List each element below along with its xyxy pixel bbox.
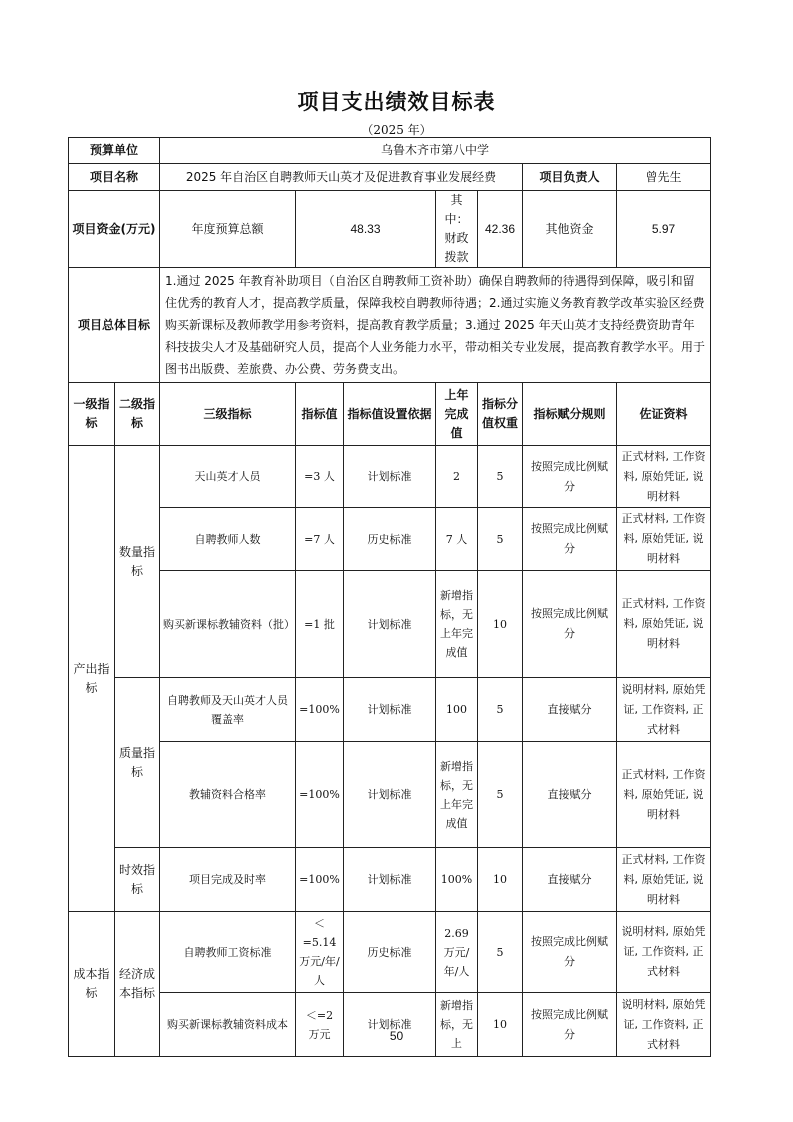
table-row — [69, 508, 711, 571]
project-name-label: 项目名称 — [69, 164, 160, 191]
cell-indicator: 购买新课标教辅资料（批） — [160, 571, 296, 678]
cell-last-year: 100 — [436, 678, 478, 742]
cell-weight: 5 — [478, 446, 523, 508]
cell-value: =1 批 — [296, 571, 344, 678]
overall-goal-label: 项目总体目标 — [69, 268, 160, 383]
cell-evidence: 正式材料, 工作资料, 原始凭证, 说明材料 — [617, 446, 711, 508]
header-weight: 指标分值权重 — [478, 383, 523, 446]
cell-indicator: 自聘教师人数 — [160, 508, 296, 571]
cell-basis: 计划标准 — [344, 742, 436, 848]
cell-indicator: 自聘教师及天山英才人员覆盖率 — [160, 678, 296, 742]
other-funds-label: 其他资金 — [545, 221, 594, 236]
cell-weight: 5 — [478, 912, 523, 993]
group-output: 产出指标 — [69, 446, 115, 912]
cell-evidence: 说明材料, 原始凭证, 工作资料, 正式材料 — [617, 993, 711, 1057]
cell-rule: 直接赋分 — [523, 678, 617, 742]
header-basis: 指标值设置依据 — [344, 383, 436, 446]
group-quality: 质量指标 — [115, 678, 160, 848]
cell-evidence: 正式材料, 工作资料, 原始凭证, 说明材料 — [617, 571, 711, 678]
table-row — [69, 571, 711, 678]
header-level2: 二级指标 — [115, 383, 160, 446]
cell-last-year: 新增指标，无上年完成值 — [436, 742, 478, 848]
group-quantity: 数量指标 — [115, 446, 160, 678]
cell-rule: 直接赋分 — [523, 742, 617, 848]
cell-indicator: 项目完成及时率 — [160, 848, 296, 912]
cell-last-year: 2.69 万元/年/人 — [436, 912, 478, 993]
cell-weight: 10 — [478, 571, 523, 678]
cell-basis: 计划标准 — [344, 848, 436, 912]
budget-unit-value: 乌鲁木齐市第八中学 — [160, 138, 711, 164]
table-row — [69, 912, 711, 993]
cell-evidence: 正式材料, 工作资料, 原始凭证, 说明材料 — [617, 742, 711, 848]
cell-last-year: 新增指标，无上年完成值 — [436, 571, 478, 678]
cell-basis: 计划标准 — [344, 446, 436, 508]
cell-rule: 按照完成比例赋分 — [523, 912, 617, 993]
cell-rule: 按照完成比例赋分 — [523, 508, 617, 571]
annual-budget-value: 48.33 — [296, 191, 436, 268]
cell-basis: 计划标准 — [344, 993, 436, 1057]
cell-rule: 按照完成比例赋分 — [523, 993, 617, 1057]
cell-last-year: 2 — [436, 446, 478, 508]
header-level1: 一级指标 — [69, 383, 115, 446]
other-funds-value: 5.97 — [617, 191, 711, 268]
cell-last-year: 7 人 — [436, 508, 478, 571]
manager-value: 曾先生 — [617, 164, 711, 191]
header-last-year: 上年完成值 — [436, 383, 478, 446]
performance-goal-table — [68, 137, 711, 1057]
cell-indicator: 购买新课标教辅资料成本 — [160, 993, 296, 1057]
project-name-row — [69, 164, 711, 191]
report-year: （2025 年） — [361, 123, 432, 137]
table-row — [69, 848, 711, 912]
cell-value: ＜=2 万元 — [296, 993, 344, 1057]
group-cost: 成本指标 — [69, 912, 115, 1057]
cell-weight: 5 — [478, 508, 523, 571]
fiscal-value: 42.36 — [478, 191, 523, 268]
cell-value: ＜=5.14 万元/年/人 — [296, 912, 344, 993]
cell-weight: 5 — [478, 742, 523, 848]
page-number: 50 — [389, 1029, 404, 1043]
funds-row — [69, 191, 711, 268]
cell-rule: 直接赋分 — [523, 848, 617, 912]
cell-value: =100% — [296, 848, 344, 912]
cell-basis: 历史标准 — [344, 912, 436, 993]
group-timeliness: 时效指标 — [115, 848, 160, 912]
header-value: 指标值 — [296, 383, 344, 446]
cell-indicator: 自聘教师工资标准 — [160, 912, 296, 993]
cell-weight: 5 — [478, 678, 523, 742]
page-title: 项目支出绩效目标表 — [297, 90, 496, 114]
cell-basis: 计划标准 — [344, 571, 436, 678]
fiscal-label: 其中：财政拨款 — [436, 191, 478, 268]
group-economic: 经济成本指标 — [115, 912, 160, 1057]
cell-last-year: 100% — [436, 848, 478, 912]
cell-value: =100% — [296, 742, 344, 848]
cell-basis: 计划标准 — [344, 678, 436, 742]
cell-rule: 按照完成比例赋分 — [523, 446, 617, 508]
table-row — [69, 742, 711, 848]
cell-value: =7 人 — [296, 508, 344, 571]
budget-unit-row — [69, 138, 711, 164]
manager-label: 项目负责人 — [523, 164, 617, 191]
annual-budget-label: 年度预算总额 — [160, 191, 296, 268]
cell-weight: 10 — [478, 848, 523, 912]
other-funds-cell — [523, 191, 617, 268]
cell-weight: 10 — [478, 993, 523, 1057]
cell-indicator: 天山英才人员 — [160, 446, 296, 508]
table-row — [69, 446, 711, 508]
cell-value: =3 人 — [296, 446, 344, 508]
cell-basis: 历史标准 — [344, 508, 436, 571]
funds-label: 项目资金(万元) — [69, 191, 160, 268]
cell-rule: 按照完成比例赋分 — [523, 571, 617, 678]
project-name-value: 2025 年自治区自聘教师天山英才及促进教育事业发展经费 — [160, 164, 523, 191]
table-row — [69, 678, 711, 742]
header-level3: 三级指标 — [160, 383, 296, 446]
cell-value: =100% — [296, 678, 344, 742]
cell-last-year: 新增指标，无上 — [436, 993, 478, 1057]
overall-goal-row — [69, 268, 711, 383]
cell-evidence: 正式材料, 工作资料, 原始凭证, 说明材料 — [617, 848, 711, 912]
table-row — [69, 993, 711, 1057]
cell-evidence: 正式材料, 工作资料, 原始凭证, 说明材料 — [617, 508, 711, 571]
cell-indicator: 教辅资料合格率 — [160, 742, 296, 848]
header-evidence: 佐证资料 — [617, 383, 711, 446]
header-rule: 指标赋分规则 — [523, 383, 617, 446]
cell-evidence: 说明材料, 原始凭证, 工作资料, 正式材料 — [617, 678, 711, 742]
budget-unit-label: 预算单位 — [69, 138, 160, 164]
overall-goal-text: 1.通过 2025 年教育补助项目（自治区自聘教师工资补助）确保自聘教师的待遇得到保障，吸引和留住优秀的教育人才，提高教学质量，保障我校自聘教师待遇；2.通过实施义务教育教学改革实验区经费购买新课标及教师教学用参考资料，提高教育教学质量；3.通过 2025 年天山英才支持经费资助青年科技拔尖人才及基础研究人员，提高个人业务能力水平，带动相关专业发展，提高教育教学水平。用于图书出版费、差旅费、办公费、劳务费支出。 — [160, 268, 711, 383]
cell-evidence: 说明材料, 原始凭证, 工作资料, 正式材料 — [617, 912, 711, 993]
header-row — [69, 383, 711, 446]
